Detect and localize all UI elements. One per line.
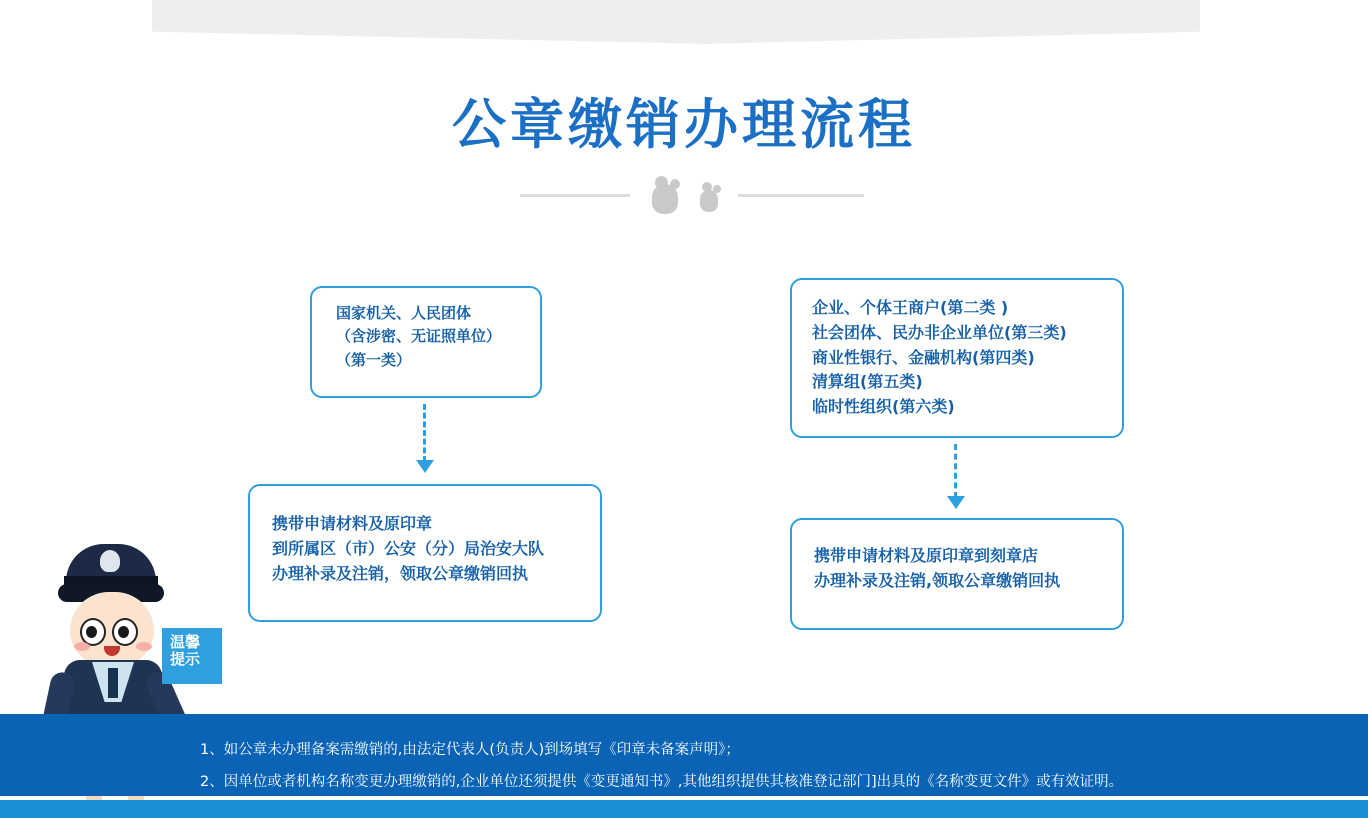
footprint-icon-small-toe xyxy=(702,182,712,192)
mascot-cheek-left xyxy=(74,642,90,651)
footprint-icon-small xyxy=(700,190,718,212)
mascot-pupil-right xyxy=(118,626,129,638)
flow-box-right-top-line-4: 清算组(第五类) xyxy=(812,372,923,392)
flow-box-left-top-line-1: 国家机关、人民团体 xyxy=(336,304,472,322)
flow-box-left-top-line-2: （含涉密、无证照单位） xyxy=(336,327,502,346)
footprint-icon-small-toe-small xyxy=(713,185,721,193)
flow-box-left-bottom xyxy=(248,484,602,622)
flow-box-right-top-line-3: 商业性银行、金融机构(第四类) xyxy=(812,347,1035,367)
flow-box-left-bottom-line-1: 携带申请材料及原印章 xyxy=(272,514,433,533)
mascot-hat-badge-icon xyxy=(100,550,120,572)
arrow-down-right xyxy=(945,444,965,514)
flow-box-left-bottom-line-3: 办理补录及注销，领取公章缴销回执 xyxy=(272,563,529,583)
title-divider xyxy=(0,176,1368,220)
mascot-necktie xyxy=(108,668,118,698)
footer-note-1: 1、如公章未办理备案需缴销的,由法定代表人(负责人)到场填写《印章未备案声明》； xyxy=(200,742,740,758)
footer-note-2: 2、因单位或者机构名称变更办理缴销的,企业单位还须提供《变更通知书》,其他组织提供其核准登记部门]出具的《名称变更文件》或有效证明。 xyxy=(200,774,1124,790)
flow-box-left-top-line-3: （第一类） xyxy=(336,350,412,369)
flow-box-right-top xyxy=(790,278,1124,438)
flow-box-right-top-line-5: 临时性组织(第六类) xyxy=(812,397,955,417)
page-title: 公章缴销办理流程 xyxy=(452,93,916,156)
flow-box-right-top-line-1: 企业、个体王商户(第二类 ) xyxy=(812,298,1009,317)
arrow-down-left xyxy=(414,404,434,478)
footprint-icon-large-toe xyxy=(655,176,668,189)
flow-box-left-bottom-line-2: 到所属区（市）公安（分）局治安大队 xyxy=(272,538,545,558)
flow-box-right-bottom-line-2: 办理补录及注销,领取公章缴销回执 xyxy=(814,570,1061,590)
arrow-left-head xyxy=(416,460,434,473)
arrow-left-stem xyxy=(423,404,426,462)
tip-badge-line-1: 温馨 xyxy=(170,633,201,651)
arrow-right-stem xyxy=(954,444,957,498)
top-band-left-shape xyxy=(152,0,712,44)
arrow-right-head xyxy=(947,496,965,509)
divider-line-left xyxy=(520,194,630,197)
divider-line-right xyxy=(738,194,864,197)
footer-bottom-strip xyxy=(0,800,1368,818)
top-band-right-shape xyxy=(700,0,1200,44)
top-decoration-band xyxy=(0,0,1368,52)
footprint-icon-large-toe-small xyxy=(670,179,680,189)
footer-notes-band xyxy=(0,714,1368,796)
flow-box-left-top xyxy=(310,286,542,398)
mascot-cheek-right xyxy=(136,642,152,651)
flow-box-right-bottom-line-1: 携带申请材料及原印章到刻章店 xyxy=(814,546,1039,565)
tip-badge-line-2: 提示 xyxy=(170,650,201,669)
mascot-pupil-left xyxy=(86,626,97,638)
flow-box-right-bottom xyxy=(790,518,1124,630)
tip-badge xyxy=(162,628,222,684)
flow-box-right-top-line-2: 社会团体、民办非企业单位(第三类) xyxy=(812,322,1067,342)
